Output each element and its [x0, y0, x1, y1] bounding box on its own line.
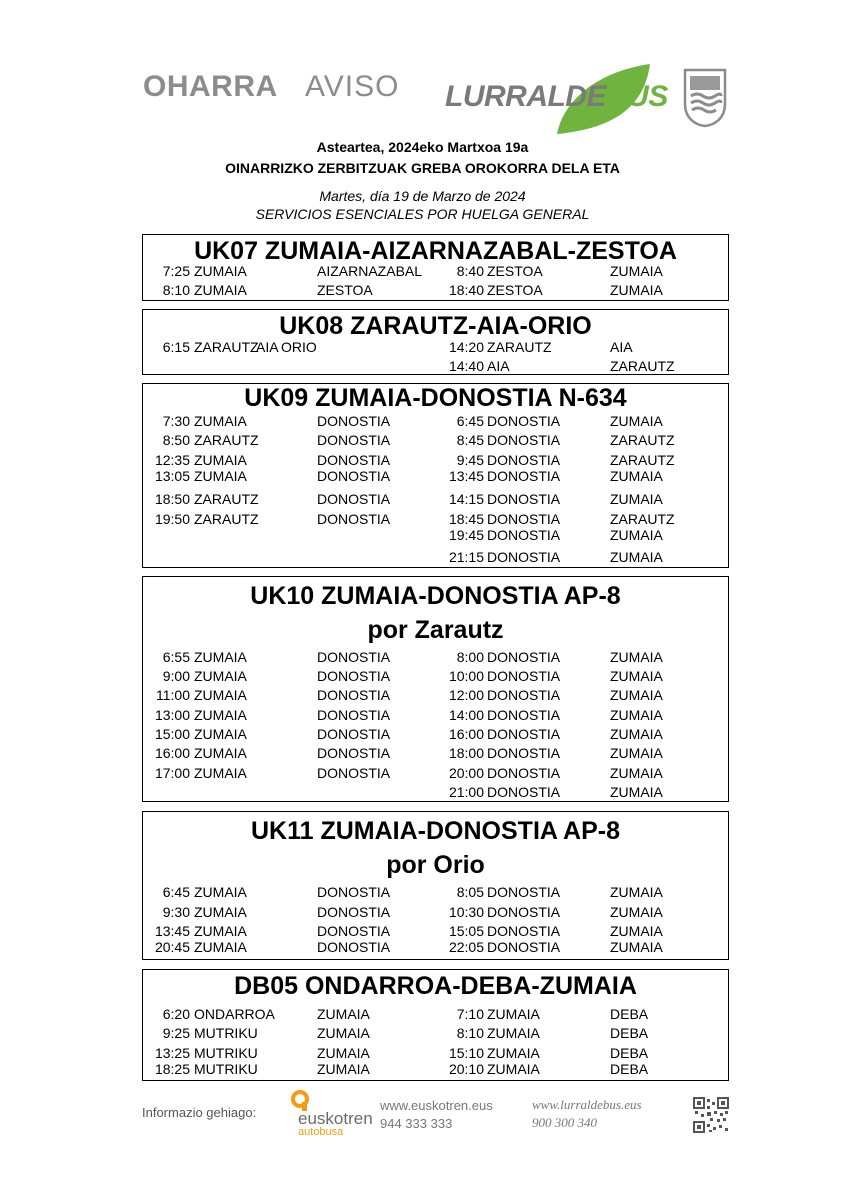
origin: DONOSTIA	[487, 668, 561, 684]
departure-time: 13:25	[154, 1045, 190, 1061]
destination: ZUMAIA	[610, 282, 663, 298]
destination: ORIO	[281, 339, 317, 355]
origin: ZESTOA	[487, 282, 543, 298]
departure-time: 18:45	[448, 511, 484, 527]
departure-time: 20:10	[448, 1061, 484, 1077]
logo-main: LURRALDE	[445, 80, 606, 113]
destination: ZUMAIA	[610, 649, 663, 665]
departure-time: 18:40	[448, 282, 484, 298]
destination: ZUMAIA	[610, 527, 663, 543]
euskotren-logo	[290, 1090, 376, 1136]
departure-time: 8:10	[456, 1025, 484, 1041]
departure-time: 19:45	[448, 527, 484, 543]
destination: DONOSTIA	[317, 468, 391, 484]
schedule-row	[143, 432, 728, 450]
destination: DONOSTIA	[317, 413, 391, 429]
departure-time: 14:15	[448, 491, 484, 507]
origin: ZUMAIA	[194, 413, 247, 429]
destination: DONOSTIA	[317, 511, 391, 527]
destination: DONOSTIA	[317, 707, 391, 723]
origin: ZUMAIA	[194, 282, 247, 298]
origin: DONOSTIA	[487, 687, 561, 703]
origin: ZUMAIA	[487, 1006, 540, 1022]
destination: ZUMAIA	[610, 923, 663, 939]
schedule-row	[143, 784, 728, 802]
euskotren-sub: autobusa	[298, 1126, 344, 1138]
origin: ZUMAIA	[194, 668, 247, 684]
subtitle-es: SERVICIOS ESENCIALES POR HUELGA GENERAL	[255, 206, 590, 222]
route-subtitle: por Zarautz	[367, 616, 504, 644]
origin: ZUMAIA	[487, 1061, 540, 1077]
via: AIA	[256, 339, 279, 355]
schedule-row	[143, 1061, 728, 1079]
destination: DONOSTIA	[317, 687, 391, 703]
origin: ZARAUTZ	[194, 432, 259, 448]
origin: ZARAUTZ	[487, 339, 552, 355]
departure-time: 14:40	[448, 358, 484, 374]
departure-time: 14:20	[448, 339, 484, 355]
origin: MUTRIKU	[194, 1025, 258, 1041]
origin: ZUMAIA	[194, 726, 247, 742]
departure-time: 13:05	[154, 468, 190, 484]
departure-time: 21:00	[448, 784, 484, 800]
destination: ZARAUTZ	[610, 432, 675, 448]
origin: ZARAUTZ	[194, 511, 259, 527]
route-title: UK09 ZUMAIA-DONOSTIA N-634	[244, 384, 627, 412]
date-es: Martes, día 19 de Marzo de 2024	[319, 188, 526, 204]
departure-time: 9:00	[162, 668, 190, 684]
origin: DONOSTIA	[487, 452, 561, 468]
schedule-row	[143, 726, 728, 744]
route-title: UK10 ZUMAIA-DONOSTIA AP-8	[250, 582, 621, 610]
destination: ZARAUTZ	[610, 511, 675, 527]
schedule-row	[143, 707, 728, 725]
origin: ONDARROA	[194, 1006, 275, 1022]
destination: ZUMAIA	[610, 549, 663, 565]
gipuzkoa-shield-icon	[682, 68, 728, 128]
origin: ZUMAIA	[194, 745, 247, 761]
schedule-row	[143, 1006, 728, 1024]
departure-time: 16:00	[154, 745, 190, 761]
departure-time: 6:20	[162, 1006, 190, 1022]
destination: DEBA	[610, 1045, 649, 1061]
departure-time: 15:10	[448, 1045, 484, 1061]
destination: ZUMAIA	[610, 491, 663, 507]
schedule-row	[143, 282, 728, 300]
departure-time: 7:25	[162, 263, 190, 279]
schedule-row	[143, 263, 728, 281]
origin: DONOSTIA	[487, 745, 561, 761]
destination: DONOSTIA	[317, 726, 391, 742]
destination: DONOSTIA	[317, 884, 391, 900]
route-box	[142, 969, 729, 1081]
schedule-row	[143, 745, 728, 763]
destination: DONOSTIA	[317, 491, 391, 507]
origin: ZUMAIA	[194, 904, 247, 920]
departure-time: 12:35	[154, 452, 190, 468]
lurraldebus-logo	[445, 62, 668, 134]
route-title: DB05 ONDARROA-DEBA-ZUMAIA	[234, 972, 637, 1000]
departure-time: 11:00	[156, 687, 190, 703]
destination: ZARAUTZ	[610, 452, 675, 468]
origin: ZESTOA	[487, 263, 543, 279]
departure-time: 6:45	[162, 884, 190, 900]
origin: ZUMAIA	[194, 884, 247, 900]
destination: DEBA	[610, 1061, 649, 1077]
destination: DONOSTIA	[317, 745, 391, 761]
origin: DONOSTIA	[487, 549, 561, 565]
route-box	[142, 309, 729, 375]
destination: ZUMAIA	[317, 1025, 370, 1041]
destination: ZUMAIA	[610, 707, 663, 723]
origin: DONOSTIA	[487, 511, 561, 527]
origin: DONOSTIA	[487, 784, 561, 800]
departure-time: 10:00	[448, 668, 484, 684]
departure-time: 18:50	[154, 491, 190, 507]
departure-time: 16:00	[448, 726, 484, 742]
destination: DONOSTIA	[317, 452, 391, 468]
schedule-row	[143, 549, 728, 567]
departure-time: 8:00	[456, 649, 484, 665]
departure-time: 17:00	[154, 765, 190, 781]
destination: ZUMAIA	[610, 687, 663, 703]
destination: ZUMAIA	[610, 939, 663, 955]
departure-time: 18:00	[448, 745, 484, 761]
origin: DONOSTIA	[487, 923, 561, 939]
schedule-row	[143, 939, 728, 957]
departure-time: 14:00	[448, 707, 484, 723]
qr-code-icon[interactable]	[693, 1097, 729, 1133]
schedule-row	[143, 491, 728, 509]
origin: ZARAUTZ	[194, 339, 259, 355]
route-subtitle: por Orio	[386, 851, 485, 879]
route-box	[142, 576, 729, 802]
schedule-row	[143, 468, 728, 486]
origin: ZUMAIA	[487, 1025, 540, 1041]
schedule-row	[143, 649, 728, 667]
schedule-row	[143, 884, 728, 902]
date-eu: Asteartea, 2024eko Martxoa 19a	[316, 139, 529, 155]
destination: ZUMAIA	[610, 784, 663, 800]
origin: ZUMAIA	[194, 939, 247, 955]
destination: DEBA	[610, 1025, 649, 1041]
origin: DONOSTIA	[487, 468, 561, 484]
destination: ZUMAIA	[610, 668, 663, 684]
origin: ZUMAIA	[194, 687, 247, 703]
departure-time: 8:05	[456, 884, 484, 900]
origin: DONOSTIA	[487, 726, 561, 742]
departure-time: 20:00	[448, 765, 484, 781]
lurraldebus-phone: 900 300 340	[532, 1115, 597, 1130]
origin: ZUMAIA	[487, 1045, 540, 1061]
departure-time: 6:55	[162, 649, 190, 665]
route-title: UK07 ZUMAIA-AIZARNAZABAL-ZESTOA	[194, 237, 677, 265]
departure-time: 22:05	[448, 939, 484, 955]
more-info-label: Informazio gehiago:	[142, 1105, 257, 1120]
route-box	[142, 234, 729, 301]
schedule-row	[143, 668, 728, 686]
destination: DONOSTIA	[317, 649, 391, 665]
departure-time: 8:50	[162, 432, 190, 448]
route-title: UK08 ZARAUTZ-AIA-ORIO	[279, 312, 592, 340]
euskotren-name: euskotren	[298, 1109, 373, 1128]
destination: DONOSTIA	[317, 765, 391, 781]
origin: DONOSTIA	[487, 432, 561, 448]
origin: DONOSTIA	[487, 649, 561, 665]
departure-time: 8:40	[456, 263, 484, 279]
departure-time: 10:30	[448, 904, 484, 920]
destination: ZUMAIA	[317, 1006, 370, 1022]
origin: ZUMAIA	[194, 923, 247, 939]
origin: DONOSTIA	[487, 707, 561, 723]
departure-time: 13:00	[154, 707, 190, 723]
departure-time: 13:45	[448, 468, 484, 484]
origin: ZUMAIA	[194, 649, 247, 665]
destination: ZUMAIA	[610, 884, 663, 900]
lurraldebus-url[interactable]: www.lurraldebus.eus	[532, 1097, 642, 1112]
origin: ZARAUTZ	[194, 491, 259, 507]
destination: DONOSTIA	[317, 668, 391, 684]
origin: ZUMAIA	[194, 263, 247, 279]
destination: DONOSTIA	[317, 923, 391, 939]
origin: AIA	[487, 358, 510, 374]
destination: DONOSTIA	[317, 939, 391, 955]
departure-time: 8:10	[162, 282, 190, 298]
schedule-row	[143, 765, 728, 783]
departure-time: 6:45	[456, 413, 484, 429]
destination: ZUMAIA	[610, 745, 663, 761]
route-box	[142, 811, 729, 960]
schedule-row	[143, 904, 728, 922]
destination: ZUMAIA	[610, 263, 663, 279]
departure-time: 13:45	[154, 923, 190, 939]
route-title: UK11 ZUMAIA-DONOSTIA AP-8	[250, 817, 620, 845]
departure-time: 12:00	[448, 687, 484, 703]
destination: ZESTOA	[317, 282, 373, 298]
destination: ZUMAIA	[610, 413, 663, 429]
origin: MUTRIKU	[194, 1045, 258, 1061]
departure-time: 15:05	[448, 923, 484, 939]
destination: ZARAUTZ	[610, 358, 675, 374]
origin: ZUMAIA	[194, 468, 247, 484]
destination: AIA	[610, 339, 633, 355]
origin: ZUMAIA	[194, 765, 247, 781]
origin: DONOSTIA	[487, 939, 561, 955]
destination: ZUMAIA	[317, 1061, 370, 1077]
departure-time: 8:45	[456, 432, 484, 448]
schedule-row	[143, 687, 728, 705]
origin: DONOSTIA	[487, 491, 561, 507]
departure-time: 9:25	[162, 1025, 190, 1041]
notice-label-eu: OHARRA	[143, 70, 278, 103]
schedule-row	[143, 339, 728, 357]
origin: ZUMAIA	[194, 707, 247, 723]
origin: DONOSTIA	[487, 413, 561, 429]
schedule-row	[143, 413, 728, 431]
origin: DONOSTIA	[487, 884, 561, 900]
departure-time: 20:45	[154, 939, 190, 955]
destination: ZUMAIA	[610, 765, 663, 781]
origin: DONOSTIA	[487, 765, 561, 781]
euskotren-url[interactable]: www.euskotren.eus	[380, 1098, 493, 1113]
destination: ZUMAIA	[317, 1045, 370, 1061]
schedule-row	[143, 1025, 728, 1043]
destination: ZUMAIA	[610, 726, 663, 742]
destination: ZUMAIA	[610, 904, 663, 920]
destination: ZUMAIA	[610, 468, 663, 484]
departure-time: 18:25	[154, 1061, 190, 1077]
route-box	[142, 383, 729, 568]
origin: ZUMAIA	[194, 452, 247, 468]
destination: DONOSTIA	[317, 432, 391, 448]
departure-time: 19:50	[154, 511, 190, 527]
logo-wordmark	[445, 80, 668, 114]
destination: AIZARNAZABAL	[317, 263, 423, 279]
euskotren-phone: 944 333 333	[380, 1116, 453, 1131]
departure-time: 9:45	[456, 452, 484, 468]
departure-time: 9:30	[162, 904, 190, 920]
destination: DEBA	[610, 1006, 649, 1022]
schedule-row	[143, 358, 728, 376]
departure-time: 6:15	[162, 339, 190, 355]
subtitle-eu: OINARRIZKO ZERBITZUAK GREBA OROKORRA DELA ETA	[225, 160, 620, 176]
destination: DONOSTIA	[317, 904, 391, 920]
departure-time: 7:30	[162, 413, 190, 429]
origin: DONOSTIA	[487, 904, 561, 920]
logo-bus: BUS	[606, 80, 668, 113]
departure-time: 21:15	[448, 549, 484, 565]
notice-label-es: AVISO	[305, 70, 400, 103]
origin: MUTRIKU	[194, 1061, 258, 1077]
departure-time: 7:10	[456, 1006, 484, 1022]
schedule-row	[143, 527, 728, 545]
origin: DONOSTIA	[487, 527, 561, 543]
departure-time: 15:00	[154, 726, 190, 742]
